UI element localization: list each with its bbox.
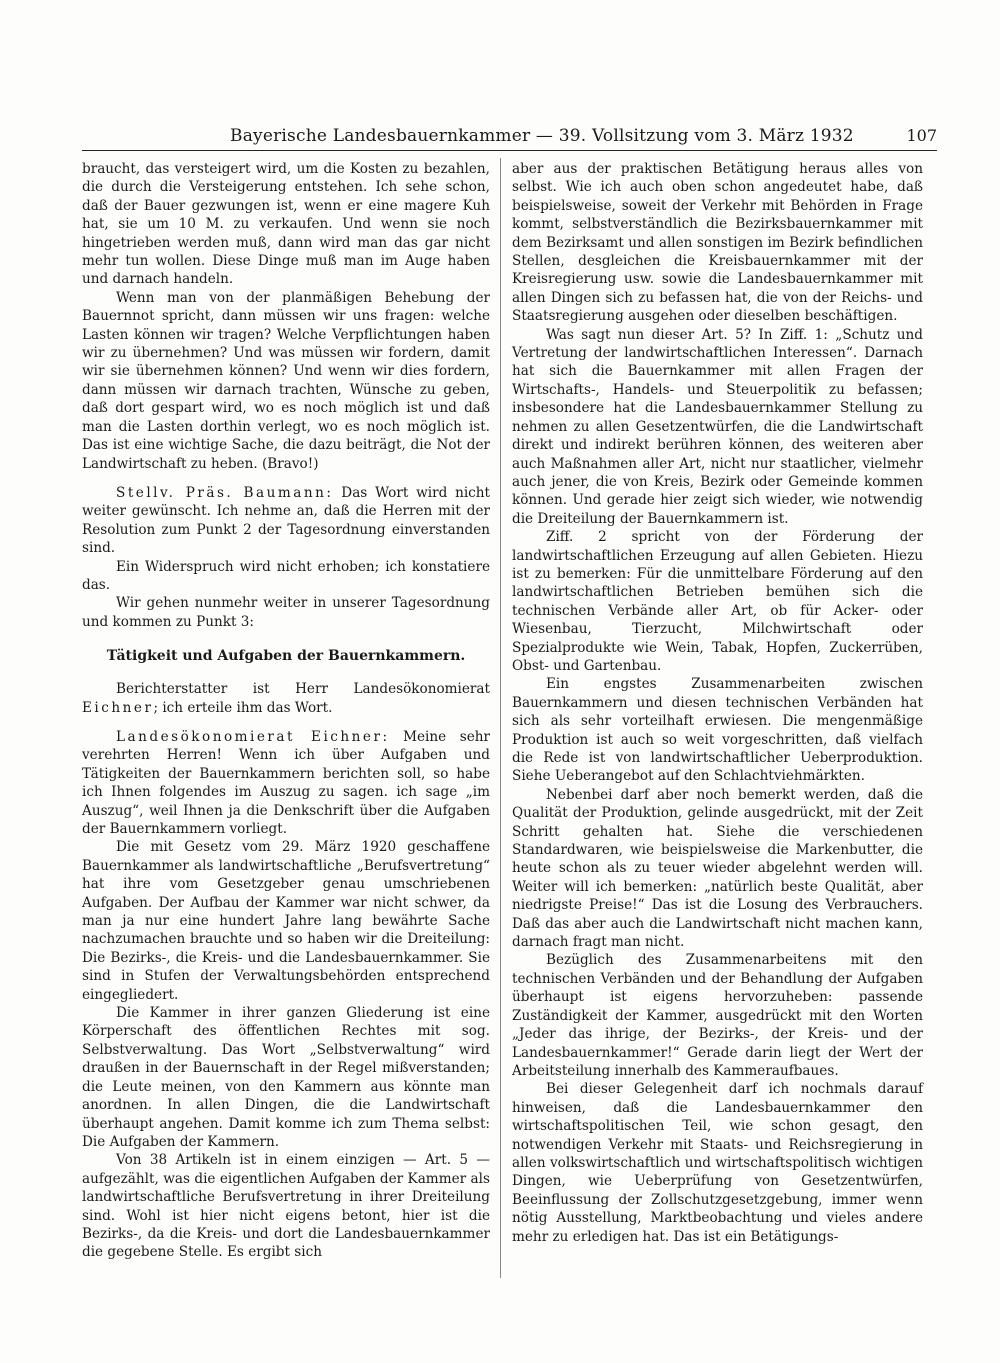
paragraph: Ein engstes Zusammenarbeiten zwischen Bauernkammern und diesen technischen Verbänden hat sich als sehr vorteilhaft erwiesen. Die mengenmäßige Produktion ist auch so weit vorgeschritten, daß vielfach die Rede ist von landwirtschaftlicher Ueberproduktion. Siehe Ueberangebot auf den Schlachtviehmärkten. (512, 676, 923, 785)
paragraph: Was sagt nun dieser Art. 5? In Ziff. 1: „Schutz und Vertretung der landwirtschaftlichen Interessen“. Darnach hat sich die Bauernkammer mit allen Fragen der Wirtschafts-, Handels- und Steuerpolitik zu befassen; insbesondere hat die Landesbauernkammer Stellung zu nehmen zu allen Gesetzentwürfen, die die Landwirtschaft direkt und indirekt berühren können, des weiteren aber auch Maßnahmen aller Art, nicht nur staatlicher, vielmehr auch jener, die von Kreis, Bezirk oder Gemeinde kommen können. Und gerade hier zeigt sich wieder, wie notwendig die Dreiteilung der Bauernkammern ist. (512, 326, 923, 527)
paragraph: aber aus der praktischen Betätigung heraus alles von selbst. Wie ich auch oben schon angedeutet habe, daß beispielsweise, soweit der Verkehr mit Behörden in Frage kommt, selbstverständlich die Bezirksbauernkammer mit dem Bezirksamt und allen sonstigen im Bezirk befindlichen Stellen, desgleichen die Kreisbauernkammer mit der Kreisregierung usw. sowie die Landesbauernkammer mit allen Dingen sich zu befassen hat, die von der Reichs- und Staatsregierung ausgehen oder dieselben beschäftigen. (512, 161, 923, 325)
paragraph: Bei dieser Gelegenheit darf ich nochmals darauf hinweisen, daß die Landesbauernkammer den wirtschaftspolitischen Teil, wie schon gesagt, den notwendigen Verkehr mit Staats- und Reichsregierung in allen volkswirtschaftlich und wirtschaftspolitisch wichtigen Dingen, wie Ueberprüfung von Gesetzentwürfen, Beeinflussung der Zollschutzgesetzgebung, immer wenn nötig Ausstellung, Marktbeobachtung und vieles andere mehr zu erledigen hat. Das ist ein Betätigungs- (512, 1081, 923, 1245)
reporter-tail: ; ich erteile ihm das Wort. (153, 699, 333, 716)
reporter-name: Eichner (82, 699, 154, 716)
section-title: Tätigkeit und Aufgaben der Bauernkammern. (106, 648, 466, 665)
page-number: 107 (906, 126, 937, 145)
speech-text: Meine sehr verehrten Herren! Wenn ich über Aufgaben und Tätigkeiten der Bauernkammern berichten soll, so habe ich Ihnen folgendes im Auszug zu sagen. ich sage „im Auszug“, weil Ihnen ja die Denkschrift über die Aufgaben der Bauernkammern vorliegt. (82, 728, 491, 837)
header-title: Bayerische Landesbauernkammer — 39. Vollsitzung vom 3. März 1932 (230, 126, 854, 146)
paragraph: braucht, das versteigert wird, um die Kosten zu bezahlen, die durch die Versteigerung entstehen. Ich sehe schon, daß der Bauer gezwungen ist, wenn er eine magere Kuh hat, sie um 10 M. zu verkaufen. Und wenn sie noch hingetrieben werden muß, dann wird man das gar nicht mehr tun wollen. Diese Dinge muß man im Auge haben und darnach handeln. (82, 161, 490, 288)
paragraph: Ziff. 2 spricht von der Förderung der landwirtschaftlichen Erzeugung auf allen Gebieten. Hiezu ist zu bemerken: Für die unmittelbare Förderung auf den landwirtschaftlichen Betrieben bemühen sich die technischen Verbände aller Art, ob für Acker- oder Wiesenbau, Tierzucht, Milchwirtschaft oder Spezialprodukte wie Wein, Tabak, Hopfen, Zuckerrüben, Obst- und Gartenbau. (512, 529, 923, 674)
running-header (82, 124, 937, 151)
paragraph: Wenn man von der planmäßigen Behebung der Bauernnot spricht, dann müssen wir uns fragen: welche Lasten können wir tragen? Welche Verpflichtungen haben wir zu übernehmen? Und was müssen wir fordern, damit wir sie übernehmen können? Und wenn wir dies fordern, dann müssen wir darnach trachten, Wünsche zu geben, daß dort gespart wird, wo es noch möglich ist und daß man die Lasten dorthin verlegt, wo es noch möglich ist. Das ist eine wichtige Sache, die dazu beiträgt, die Not der Landwirtschaft zu heben. (Bravo!) (82, 289, 490, 472)
speaker-name: Landesökonomierat Eichner: (116, 728, 390, 745)
paragraph: Die mit Gesetz vom 29. März 1920 geschaffene Bauernkammer als landwirtschaftliche „Berufsvertretung“ hat ihre vom Gesetzgeber genau umschriebenen Aufgaben. Der Aufbau der Kammer war nicht schwer, da man ja nur eine hundert Jahre lang bewährte Sache nachzumachen brauchte und so haben wir die Dreiteilung: Die Bezirks-, die Kreis- und die Landesbauernkammer. Sie sind in Stufen der Verwaltungsbehörden entsprechend eingegliedert. (82, 839, 490, 1003)
paragraph: Wir gehen nunmehr weiter in unserer Tagesordnung und kommen zu Punkt 3: (82, 595, 490, 630)
paragraph (82, 484, 490, 558)
paragraph: Die Kammer in ihrer ganzen Gliederung ist eine Körperschaft des öffentlichen Rechtes mit sog. Selbstverwaltung. Das Wort „Selbstverwaltung“ wird draußen in der Bauernschaft in der Regel mißverstanden; die Leute meinen, von den Kammern aus könnte man anordnen. In allen Dingen, die die Landwirtschaft überhaupt angehen. Damit komme ich zum Thema selbst: Die Aufgaben der Kammern. (82, 1005, 490, 1150)
paragraph (82, 728, 490, 838)
right-column (512, 160, 923, 1246)
paragraph: Von 38 Artikeln ist in einem einzigen — Art. 5 — aufgezählt, was die eigentlichen Aufgaben der Kammer als landwirtschaftliche Berufsvertretung in ihrer Dreiteilung sind. Wohl ist hier nicht eigens betont, hier ist die Bezirks-, da die Kreis- und dort die Landesbauernkammer die gegebene Stelle. Es ergibt sich (82, 1152, 490, 1261)
speaker-name: Stellv. Präs. Baumann: (116, 484, 334, 501)
column-divider (500, 158, 501, 1278)
paragraph (82, 680, 490, 717)
paragraph: Ein Widerspruch wird nicht erhoben; ich konstatiere das. (82, 558, 490, 593)
paragraph: Bezüglich des Zusammenarbeitens mit den technischen Verbänden und der Behandlung der Aufgaben überhaupt ist eigens hervorzuheben: passende Zuständigkeit der Kammer, ausgedrückt mit den Worten „Jeder das ihrige, der Bezirks-, der Kreis- und der Landesbauernkammer!“ Gerade darin liegt der Wert der Arbeitsteilung innerhalb des Kammeraufbaues. (512, 952, 923, 1079)
reporter-lead: Berichterstatter ist Herr Landesökonomierat (116, 681, 490, 698)
left-column (82, 160, 490, 1262)
speech-text: Das Wort wird nicht weiter gewünscht. Ich nehme an, daß die Herren mit der Resolution zum Punkt 2 der Tagesordnung einverstanden sind. (82, 484, 491, 557)
paragraph: Nebenbei darf aber noch bemerkt werden, daß die Qualität der Produktion, gelinde ausgedrückt, mit der Zeit Schritt gehalten hat. Siehe die verschiedenen Standardwaren, wie beispielsweise die Markenbutter, die heute schon als zu teuer wieder abgelehnt werden will. Weiter will ich bemerken: „natürlich beste Qualität, aber niedrigste Preise!“ Das ist die Losung des Verbrauchers. Daß das aber auch die Landwirtschaft nicht machen kann, darnach fragt man nicht. (512, 786, 923, 951)
